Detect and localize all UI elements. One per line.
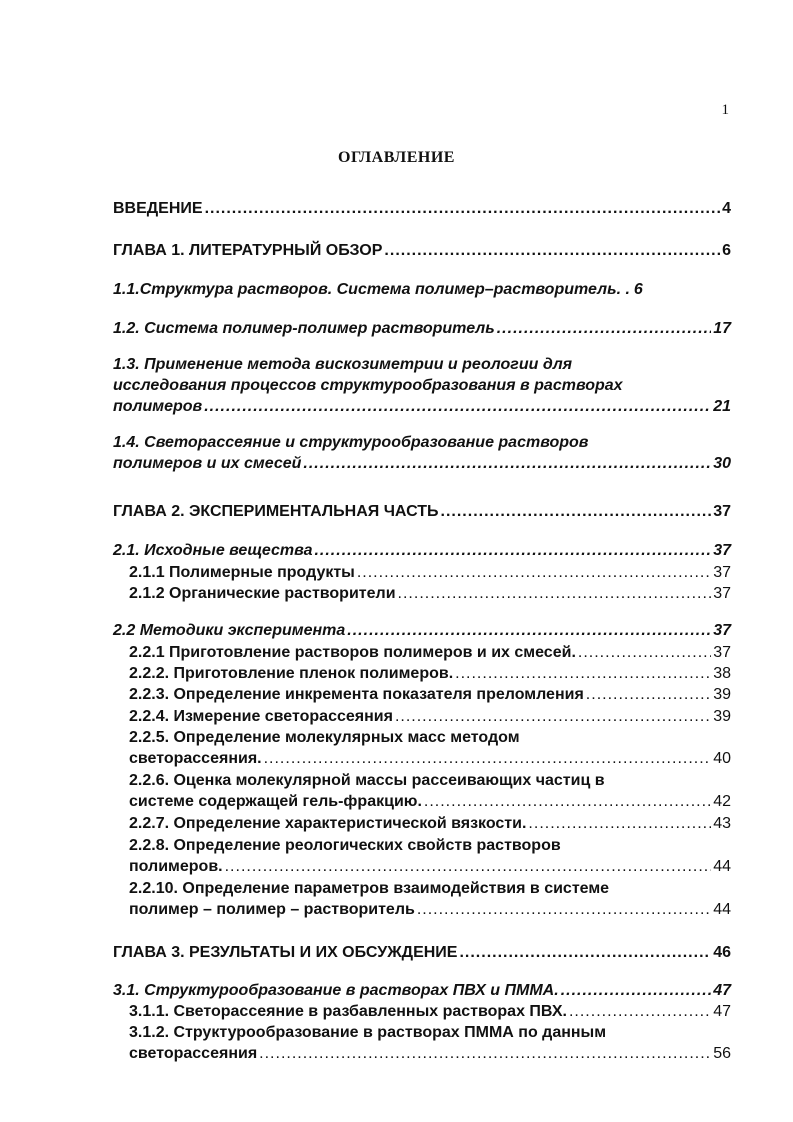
toc-entry-3-1-2[interactable] (113, 1022, 731, 1064)
toc-entry-text: 3.1.2. Структурообразование в растворах ПММА по данным (129, 1024, 607, 1041)
toc-page-number: 38 (713, 665, 731, 682)
toc-entry-chapter-1[interactable] (113, 240, 731, 261)
toc-entry-text: 2.2.4. Измерение светорассеяния (129, 708, 393, 725)
toc-entry-text: 1.4. Светорассеяние и структурообразование растворов (113, 434, 589, 451)
dot-leader (569, 1001, 711, 1022)
toc-entry-text: 2.1.1 Полимерные продукты (129, 564, 355, 581)
toc-page-number: 37 (713, 585, 731, 602)
toc-page-number: 6 (722, 242, 731, 259)
dot-leader (441, 501, 712, 522)
toc-entry-text: ГЛАВА 2. ЭКСПЕРИМЕНТАЛЬНАЯ ЧАСТЬ (113, 503, 439, 520)
toc-entry-text: полимер – полимер – растворитель (129, 901, 415, 918)
dot-leader (398, 583, 712, 604)
dot-leader (357, 562, 711, 583)
toc-entry-2-2-7[interactable] (113, 813, 731, 834)
dot-leader (205, 198, 721, 219)
toc-entry-2-2-3[interactable] (113, 684, 731, 705)
toc-entry-text: 2.1. Исходные вещества (113, 542, 313, 559)
toc-page-number: 21 (713, 398, 731, 415)
toc-entry-1-2[interactable] (113, 318, 731, 339)
dot-leader (424, 791, 711, 812)
toc-entry-text: 2.2.7. Определение характеристической вязкости. (129, 815, 527, 832)
toc-entry-2-1-1[interactable] (113, 562, 731, 583)
toc-entry-text: 1.1.Структура растворов. Система полимер–растворитель. . (113, 281, 630, 298)
toc-entry-text: 2.2.1 Приготовление растворов полимеров и их смесей. (129, 644, 576, 661)
toc-entry-text: 2.2.5. Определение молекулярных масс методом (129, 729, 520, 746)
toc-entry-text: светорассеяния. (129, 750, 262, 767)
toc-entry-text: полимеров и их смесей (113, 455, 302, 472)
toc-entry-text: 2.1.2 Органические растворители (129, 585, 396, 602)
dot-leader (561, 980, 712, 1001)
dot-leader (264, 748, 712, 769)
toc-page-number: 37 (713, 564, 731, 581)
toc-entry-chapter-3[interactable] (113, 942, 731, 963)
toc-entry-2-2-5[interactable] (113, 727, 731, 769)
toc-entry-text: 2.2.3. Определение инкремента показателя преломления (129, 686, 584, 703)
toc-entry-2-2-10[interactable] (113, 878, 731, 920)
dot-leader (578, 642, 711, 663)
toc-entry-text: 2.2.2. Приготовление пленок полимеров. (129, 665, 454, 682)
toc-page-number: 56 (713, 1045, 731, 1062)
toc-entry-2-2[interactable] (113, 620, 731, 641)
toc-entry-chapter-2[interactable] (113, 501, 731, 522)
dot-leader (395, 706, 711, 727)
toc-entry-2-2-1[interactable] (113, 642, 731, 663)
toc-entry-text: исследования процессов структурообразования в растворах (113, 377, 623, 394)
toc-page-number: 4 (722, 200, 731, 217)
toc-page-number: 46 (713, 944, 731, 961)
dot-leader (417, 899, 711, 920)
toc-entry-text: ВВЕДЕНИЕ (113, 200, 203, 217)
toc-entry-2-2-8[interactable] (113, 835, 731, 877)
toc-entry-text: 3.1.1. Светорассеяние в разбавленных растворах ПВХ. (129, 1003, 567, 1020)
toc-page-number: 40 (713, 750, 731, 767)
toc-entry-text: 3.1. Структурообразование в растворах ПВХ и ПММА. (113, 982, 559, 999)
dot-leader (455, 663, 711, 684)
dot-leader (384, 240, 720, 261)
toc-page-number: 42 (713, 793, 731, 810)
toc-entry-1-3[interactable] (113, 354, 731, 417)
toc-entry-3-1[interactable] (113, 980, 731, 1001)
toc-page-number: 43 (713, 815, 731, 832)
dot-leader (204, 396, 711, 417)
toc-entry-text: 1.3. Применение метода вискозиметрии и реологии для (113, 356, 573, 373)
dot-leader (303, 453, 711, 474)
dot-leader (314, 540, 711, 561)
toc-entry-1-1[interactable] (113, 279, 731, 300)
toc-page-number: 44 (713, 901, 731, 918)
dot-leader (259, 1043, 711, 1064)
toc-page-number: 37 (713, 622, 731, 639)
page-number: 1 (721, 102, 729, 118)
toc-entry-text: ГЛАВА 3. РЕЗУЛЬТАТЫ И ИХ ОБСУЖДЕНИЕ (113, 944, 458, 961)
toc-page-number: 47 (713, 982, 731, 999)
dot-leader (528, 813, 711, 834)
toc-entry-text: полимеров (113, 398, 203, 415)
toc-entry-1-4[interactable] (113, 432, 731, 474)
toc-page-number: 37 (713, 503, 731, 520)
toc-entry-text: 1.2. Система полимер-полимер растворитель (113, 320, 495, 337)
dot-leader (225, 856, 712, 877)
toc-entry-introduction[interactable] (113, 198, 731, 219)
toc-entry-text: 2.2.6. Оценка молекулярной массы рассеивающих частиц в (129, 772, 605, 789)
dot-leader (347, 620, 711, 641)
toc-entry-2-1-2[interactable] (113, 583, 731, 604)
toc-entry-text: ГЛАВА 1. ЛИТЕРАТУРНЫЙ ОБЗОР (113, 242, 383, 259)
toc-entry-text: полимеров. (129, 858, 223, 875)
toc-title: ОГЛАВЛЕНИЕ (338, 149, 455, 166)
toc-entry-text: 2.2.10. Определение параметров взаимодействия в системе (129, 880, 610, 897)
dot-leader (586, 684, 711, 705)
toc-entry-2-2-4[interactable] (113, 706, 731, 727)
toc-page-number: 39 (713, 708, 731, 725)
toc-entry-text: 2.2.8. Определение реологических свойств растворов (129, 837, 561, 854)
toc-page-number: 37 (713, 644, 731, 661)
toc-page-number: 44 (713, 858, 731, 875)
dot-leader (459, 942, 711, 963)
dot-leader (497, 318, 711, 339)
toc-entry-text: системе содержащей гель-фракцию. (129, 793, 422, 810)
toc-entry-text: 2.2 Методики эксперимента (113, 622, 346, 639)
toc-page-number: 47 (713, 1003, 731, 1020)
toc-entry-2-2-6[interactable] (113, 770, 731, 812)
toc-entry-3-1-1[interactable] (113, 1001, 731, 1022)
toc-page-number: 6 (633, 281, 643, 298)
toc-entry-2-2-2[interactable] (113, 663, 731, 684)
toc-page-number: 39 (713, 686, 731, 703)
toc-entry-text: светорассеяния (129, 1045, 258, 1062)
toc-page-number: 30 (713, 455, 731, 472)
toc-entry-2-1[interactable] (113, 540, 731, 561)
toc-page-number: 17 (713, 320, 731, 337)
toc-page-number: 37 (713, 542, 731, 559)
